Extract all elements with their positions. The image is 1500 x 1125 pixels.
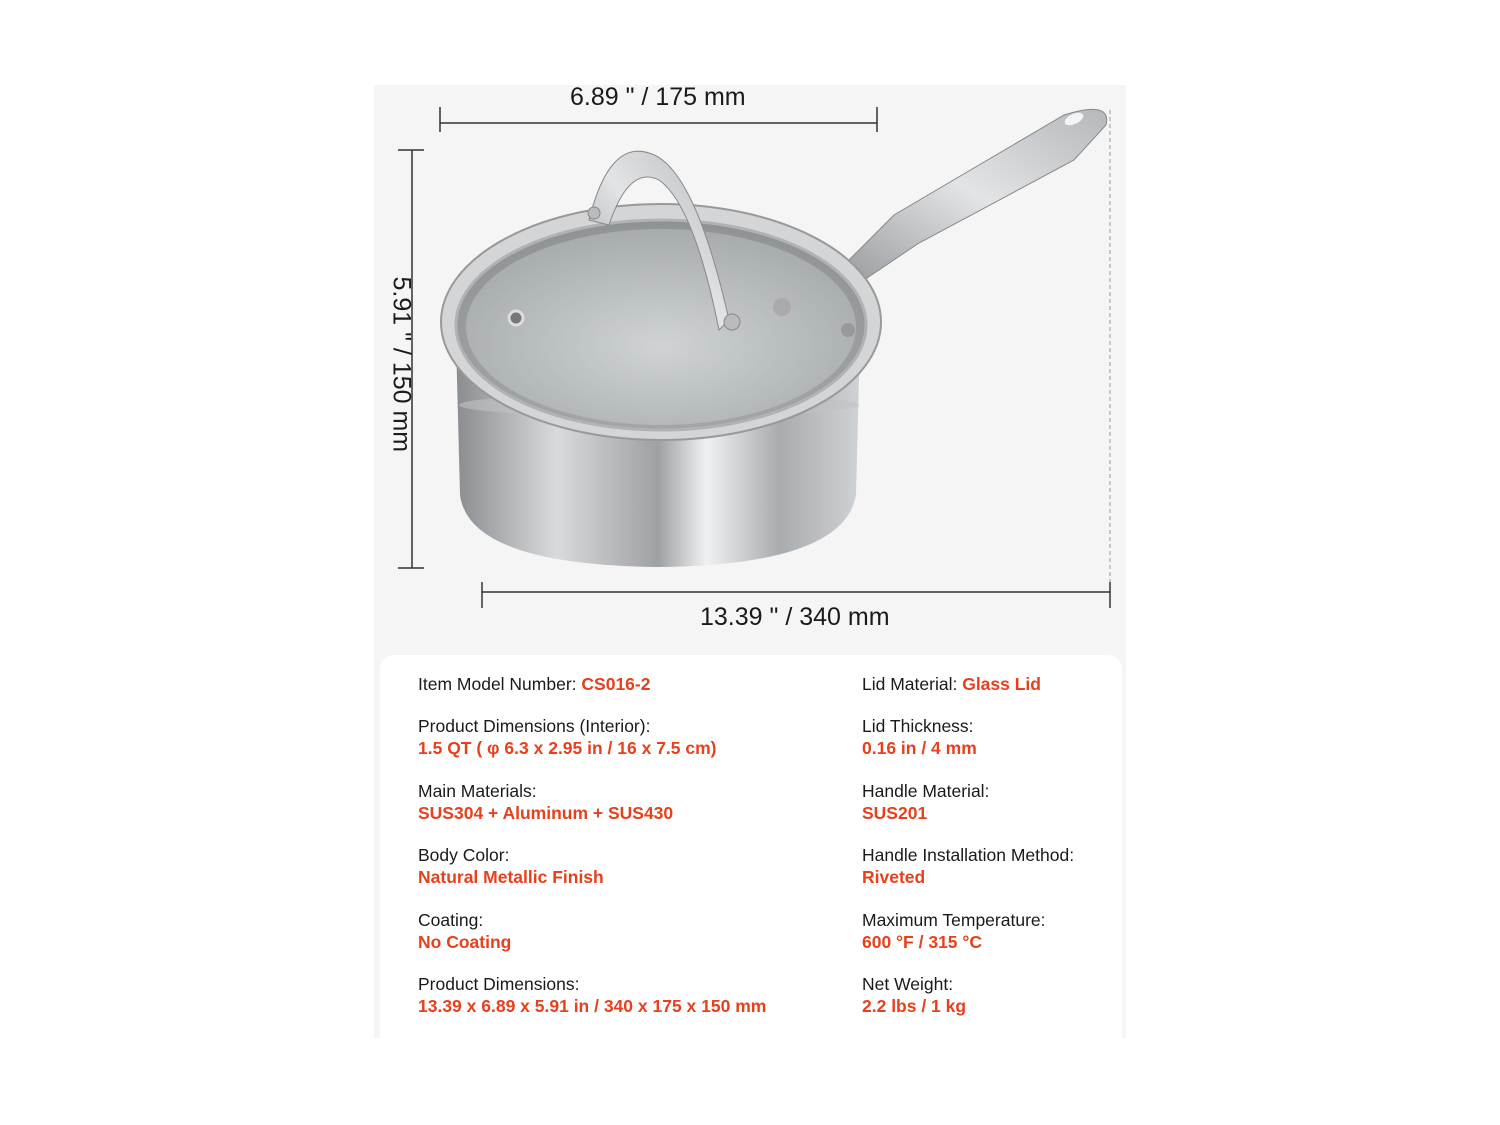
spec-label: Product Dimensions (Interior): <box>418 716 651 736</box>
spec-lid-material <box>862 673 1041 695</box>
spec-label: Handle Installation Method: <box>862 845 1075 865</box>
spec-label: Main Materials: <box>418 781 537 801</box>
spec-label: Maximum Temperature: <box>862 910 1046 930</box>
spec-value: SUS201 <box>862 803 928 823</box>
spec-value: 1.5 QT ( φ 6.3 x 2.95 in / 16 x 7.5 cm) <box>418 738 717 758</box>
spec-value: Natural Metallic Finish <box>418 867 604 887</box>
spec-value: 600 °F / 315 °C <box>862 932 983 952</box>
spec-value: CS016-2 <box>581 674 651 694</box>
spec-product-dimensions <box>418 973 766 1017</box>
spec-value: Riveted <box>862 867 926 887</box>
spec-main-materials <box>418 780 673 824</box>
spec-lid-thickness <box>862 715 977 759</box>
spec-value: 2.2 lbs / 1 kg <box>862 996 967 1016</box>
spec-label: Net Weight: <box>862 974 954 994</box>
spec-handle-material <box>862 780 989 824</box>
spec-label: Item Model Number: <box>418 674 577 694</box>
spec-value: Glass Lid <box>962 674 1041 694</box>
spec-max-temperature <box>862 909 1046 953</box>
spec-value: No Coating <box>418 932 512 952</box>
spec-net-weight <box>862 973 966 1017</box>
spec-interior-dimensions <box>418 715 717 759</box>
spec-value: 13.39 x 6.89 x 5.91 in / 340 x 175 x 150 mm <box>418 996 767 1016</box>
spec-label: Body Color: <box>418 845 510 865</box>
spec-value: SUS304 + Aluminum + SUS430 <box>418 803 674 823</box>
spec-label: Coating: <box>418 910 484 930</box>
spec-label: Lid Thickness: <box>862 716 974 736</box>
spec-handle-installation <box>862 844 1074 888</box>
length-dimension-label: 13.39 " / 340 mm <box>700 603 890 631</box>
spec-model-number <box>418 673 650 695</box>
spec-body-color <box>418 844 604 888</box>
specs-card <box>380 655 1122 1038</box>
spec-label: Handle Material: <box>862 781 990 801</box>
height-dimension-label: 5.91 " / 150 mm <box>387 276 416 453</box>
saucepan-image <box>374 85 1126 655</box>
product-panel <box>374 85 1126 1038</box>
spec-label: Lid Material: <box>862 674 958 694</box>
spec-value: 0.16 in / 4 mm <box>862 738 977 758</box>
width-dimension-label: 6.89 " / 175 mm <box>570 83 746 111</box>
spec-label: Product Dimensions: <box>418 974 580 994</box>
spec-coating <box>418 909 511 953</box>
